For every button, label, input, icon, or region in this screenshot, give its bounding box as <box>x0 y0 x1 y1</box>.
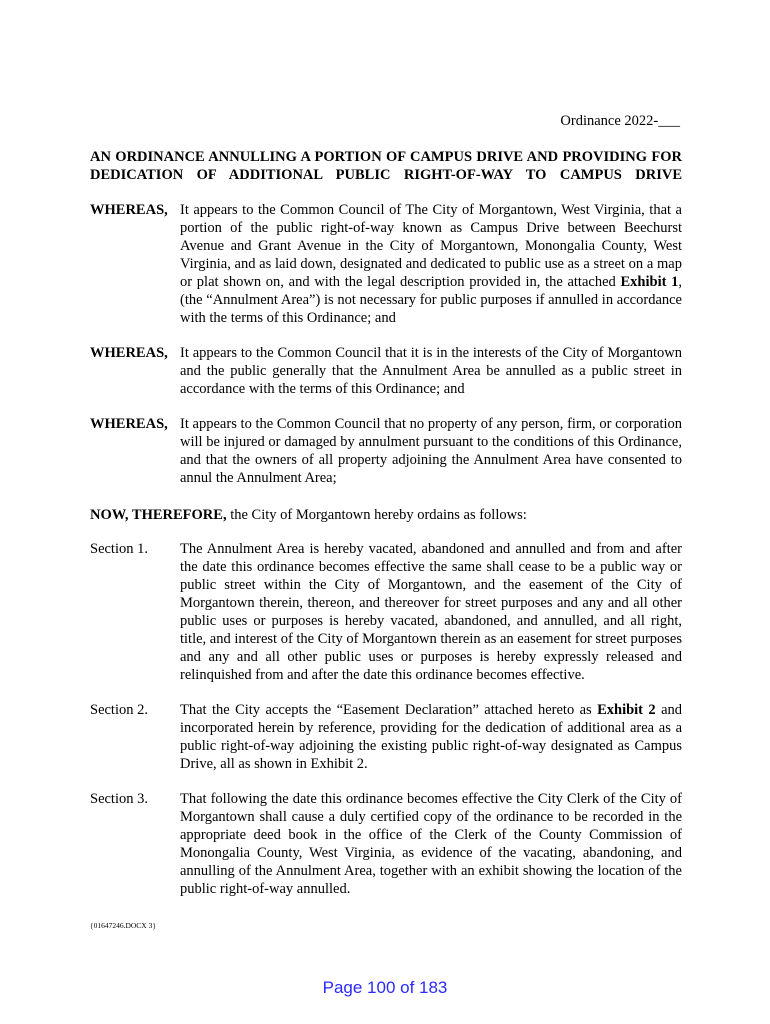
section-2 <box>90 701 682 773</box>
ordinance-number: Ordinance 2022-___ <box>560 113 680 129</box>
whereas-text: It appears to the Common Council that no property of any person, firm, or corporation will be injured or damaged by annulment pursuant to the conditions of this Ordinance, and that the owners of all property adjoining the Annulment Area have consented to annul the Annulment Area; <box>180 416 682 486</box>
section-label: Section 1. <box>90 541 148 557</box>
now-therefore-label: NOW, THEREFORE, <box>90 507 227 523</box>
whereas-text: It appears to the Common Council that it is in the interests of the City of Morgantown and the public generally that the Annulment Area be annulled as a public street in accordance with the terms of this Ordinance; and <box>180 345 682 397</box>
section-text: That following the date this ordinance becomes effective the City Clerk of the City of Morgantown shall cause a duly certified copy of the ordinance to be recorded in the appropriate deed book in the office of the Clerk of the County Commission of Monongalia County, West Virginia, as evidence of the vacating, abandoning, and annulling of the Annulment Area, together with an exhibit showing the location of the public right-of-way annulled. <box>180 791 682 897</box>
whereas-text-part: It appears to the Common Council of The City of Morgantown, West Virginia, that a portion of the public right-of-way known as Campus Drive between Beechurst Avenue and Grant Avenue in the City of Morgantown, Monongalia County, West Virginia, and as laid down, designated and dedicated to public use as a street on a map or plat shown on, and with the legal description provided in, the attached <box>180 202 682 290</box>
whereas-clause-1 <box>90 201 682 327</box>
section-label: Section 3. <box>90 791 148 807</box>
now-therefore-text: the City of Morgantown hereby ordains as follows: <box>226 507 527 523</box>
whereas-label: WHEREAS, <box>90 202 168 218</box>
section-text <box>180 701 682 773</box>
exhibit-1-ref: Exhibit 1 <box>620 274 679 290</box>
whereas-clause-3 <box>90 415 682 487</box>
document-footer-ref: {01647246.DOCX 3} <box>90 921 156 930</box>
page-counter: Page 100 of 183 <box>322 978 448 997</box>
section-text: The Annulment Area is hereby vacated, abandoned and annulled and from and after the date this ordinance becomes effective the same shall cease to be a public way or public street within the City of Morgantown, and the easement of the City of Morgantown therein, thereon, and thereover for street purposes and any and all other public uses or purposes is hereby vacated, abandoned, and annulled, and all right, title, and interest of the City of Morgantown therein as an easement for street purposes and any and all other public uses or purposes is hereby expressly released and relinquished from and after the date this ordinance becomes effective. <box>180 541 682 683</box>
whereas-text-part: , (the “Annulment Area”) is not necessary for public purposes if annulled in accordance with the terms of this Ordinance; and <box>180 274 683 326</box>
whereas-clause-2 <box>90 344 682 398</box>
section-1 <box>90 540 682 684</box>
now-therefore-line <box>90 506 682 524</box>
section-text-part: That the City accepts the “Easement Declaration” attached hereto as <box>180 702 598 718</box>
whereas-label: WHEREAS, <box>90 345 168 361</box>
exhibit-2-ref: Exhibit 2 <box>597 702 656 718</box>
section-text-part: and incorporated herein by reference, providing for the dedication of additional area as a public right-of-way adjoining the existing public right-of-way designated as Campus Drive, all as shown in Exhibit 2. <box>180 702 683 772</box>
whereas-label: WHEREAS, <box>90 416 168 432</box>
section-3 <box>90 790 682 898</box>
whereas-text <box>180 201 682 327</box>
ordinance-title: AN ORDINANCE ANNULLING A PORTION OF CAMPUS DRIVE AND PROVIDING FOR DEDICATION OF ADDITIONAL PUBLIC RIGHT-OF-WAY TO CAMPUS DRIVE <box>90 149 682 183</box>
section-label: Section 2. <box>90 702 148 718</box>
